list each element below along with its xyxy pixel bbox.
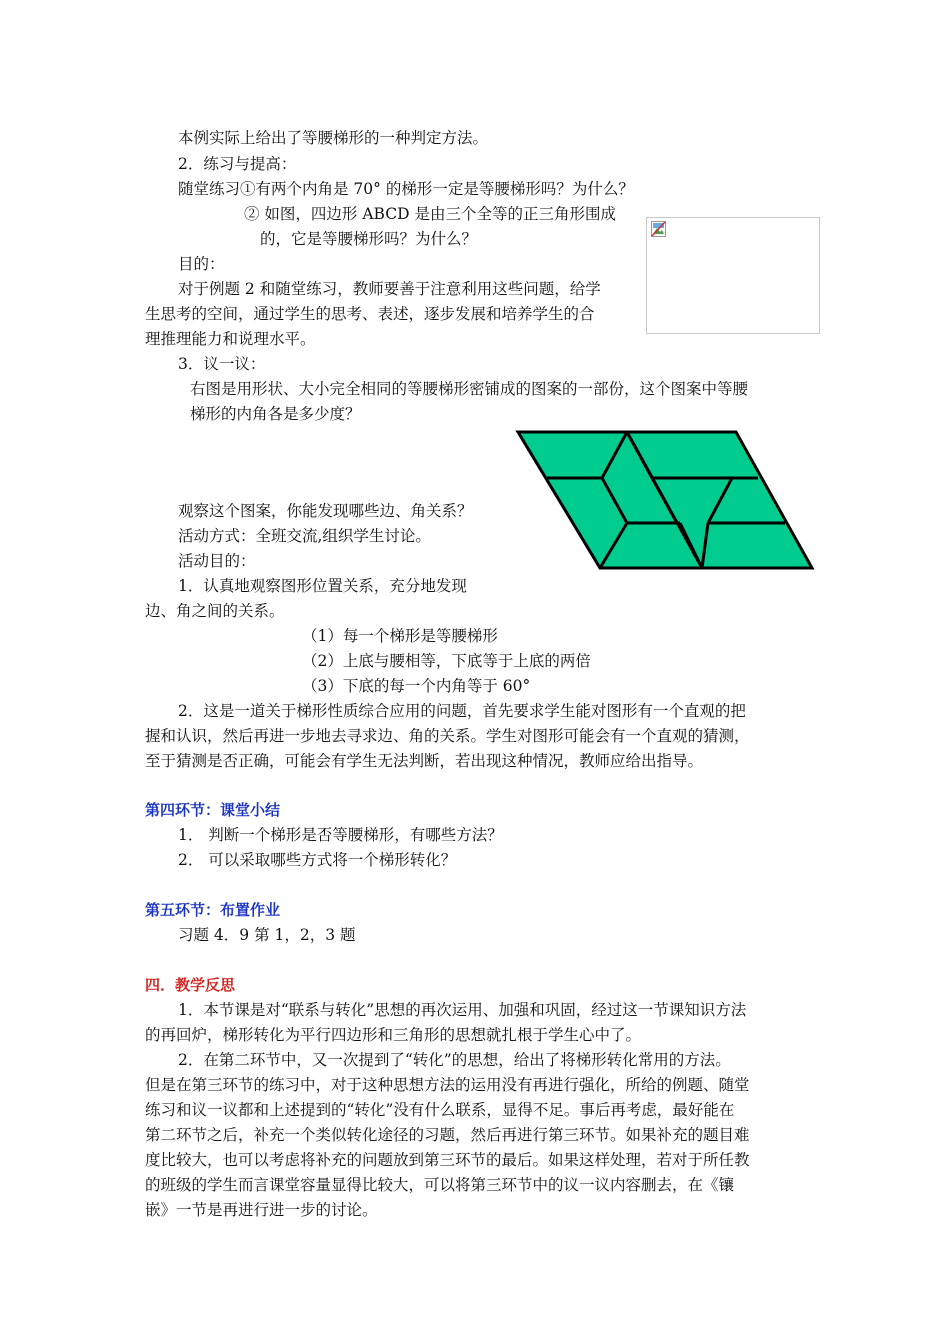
text-line: 2．这是一道关于梯形性质综合应用的问题，首先要求学生能对图形有一个直观的把 bbox=[178, 702, 746, 720]
list-item: （2）上底与腰相等，下底等于上底的两倍 bbox=[302, 652, 591, 670]
text-line: 活动目的： bbox=[178, 552, 256, 570]
list-item: 2． 可以采取哪些方式将一个梯形转化？ bbox=[178, 851, 457, 869]
text-line: 练习和议一议都和上述提到的“转化”没有什么联系，显得不足。事后再考虑，最好能在 bbox=[145, 1101, 735, 1119]
text-line: 的再回炉，梯形转化为平行四边形和三角形的思想就扎根于学生心中了。 bbox=[145, 1026, 642, 1044]
exercise-question-1: 随堂练习①有两个内角是 70° 的梯形一定是等腰梯形吗？为什么？ bbox=[178, 180, 634, 198]
text-line: 本例实际上给出了等腰梯形的一种判定方法。 bbox=[178, 129, 489, 147]
section-heading: 第四环节：课堂小结 bbox=[145, 801, 281, 819]
list-item: 1． 判断一个梯形是否等腰梯形，有哪些方法？ bbox=[178, 826, 503, 844]
trapezoid-tiling-figure bbox=[512, 428, 816, 574]
homework-line: 习题 4．9 第 1，2，3 题 bbox=[178, 926, 356, 944]
text-line: 梯形的内角各是多少度？ bbox=[190, 405, 361, 423]
text-line: 1．认真地观察图形位置关系，充分地发现 bbox=[178, 577, 467, 595]
exercise-question-2: ② 如图，四边形 ABCD 是由三个全等的正三角形围成 bbox=[244, 205, 616, 223]
text-line: 度比较大，也可以考虑将补充的问题放到第三环节的最后。如果这样处理，若对于所任教 bbox=[145, 1151, 750, 1169]
text-line: 对于例题 2 和随堂练习，教师要善于注意利用这些问题，给学 bbox=[178, 280, 601, 298]
text-line: 目的： bbox=[178, 255, 225, 273]
text-line: 握和认识，然后再进一步地去寻求边、角的关系。学生对图形可能会有一个直观的猜测， bbox=[145, 727, 750, 745]
text-line: 至于猜测是否正确，可能会有学生无法判断，若出现这种情况，教师应给出指导。 bbox=[145, 752, 704, 770]
list-item: （1）每一个梯形是等腰梯形 bbox=[302, 627, 498, 645]
text-line: 的班级的学生而言课堂容量显得比较大，可以将第三环节中的议一议内容删去，在《镶 bbox=[145, 1176, 735, 1194]
text-line: 理推理能力和说理水平。 bbox=[145, 330, 316, 348]
broken-image-icon bbox=[651, 221, 666, 237]
section-label: 3．议一议： bbox=[178, 355, 266, 373]
text-line: 但是在第三环节的练习中，对于这种思想方法的运用没有再进行强化，所给的例题、随堂 bbox=[145, 1076, 750, 1094]
text-line: 右图是用形状、大小完全相同的等腰梯形密铺成的图案的一部份，这个图案中等腰 bbox=[190, 380, 749, 398]
text-line: 1．本节课是对“联系与转化”思想的再次运用、加强和巩固，经过这一节课知识方法 bbox=[178, 1001, 747, 1019]
exercise-question-2-cont: 的，它是等腰梯形吗？为什么？ bbox=[260, 230, 478, 248]
text-line: 活动方式：全班交流,组织学生讨论。 bbox=[178, 527, 431, 545]
text-line: 第二环节之后，补充一个类似转化途径的习题，然后再进行第三环节。如果补充的题目难 bbox=[145, 1126, 750, 1144]
text-line: 嵌》一节是再进行进一步的讨论。 bbox=[145, 1201, 378, 1219]
list-item: （3）下底的每一个内角等于 60° bbox=[302, 677, 531, 695]
section-heading: 第五环节：布置作业 bbox=[145, 901, 281, 919]
section-label: 2．练习与提高： bbox=[178, 155, 297, 173]
figure-placeholder bbox=[646, 217, 820, 334]
text-line: 生思考的空间，通过学生的思考、表述，逐步发展和培养学生的合 bbox=[145, 305, 595, 323]
text-line: 观察这个图案，你能发现哪些边、角关系？ bbox=[178, 502, 473, 520]
text-line: 2．在第二环节中，又一次提到了“转化”的思想，给出了将梯形转化常用的方法。 bbox=[178, 1051, 731, 1069]
text-line: 边、角之间的关系。 bbox=[145, 602, 285, 620]
section-heading: 四．教学反思 bbox=[145, 976, 236, 994]
